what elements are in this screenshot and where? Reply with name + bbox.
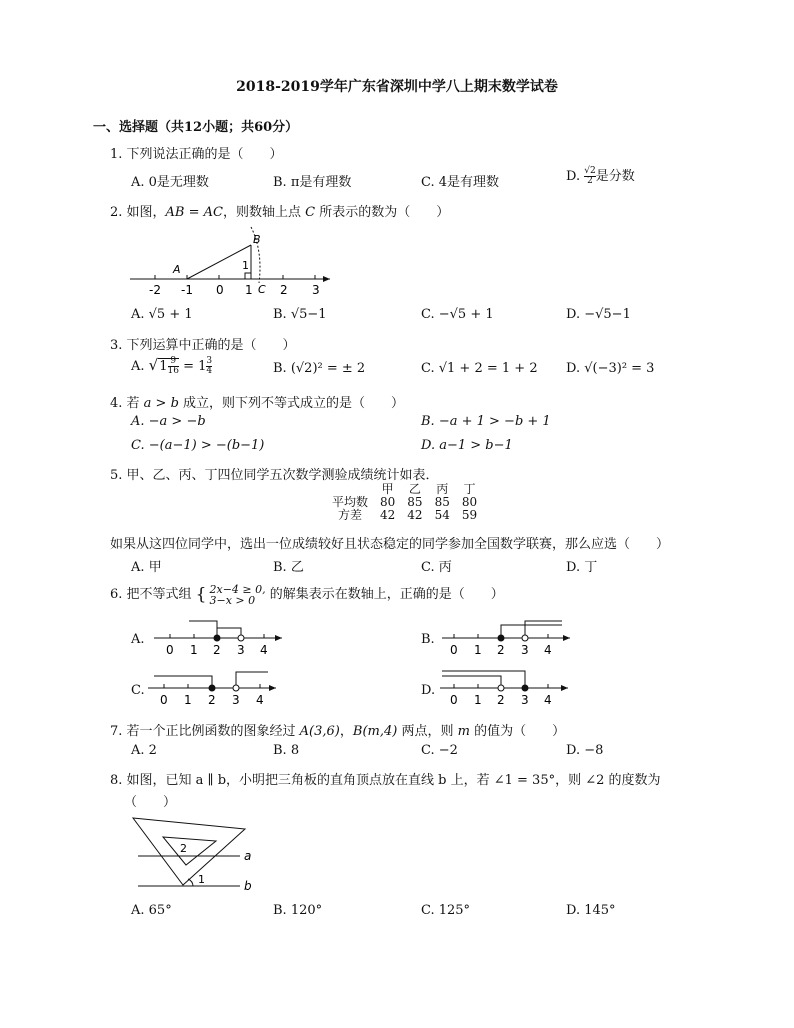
table-row	[326, 509, 483, 522]
q6-option-c-label: C.	[131, 683, 145, 698]
q6-ineq-1: 2x−4 ≥ 0,	[209, 582, 266, 596]
q2-stem-math: AB = AC	[165, 205, 223, 220]
q3-a-prefix: A.	[131, 359, 149, 374]
q1-option-d-prefix: D.	[566, 169, 585, 184]
q3-a-int: 1	[159, 359, 168, 374]
q3-a-radical: √	[148, 356, 159, 374]
q8-label-one: 1	[198, 873, 205, 886]
q6-tick-label: 1	[184, 693, 192, 707]
q6-tick-label: 2	[213, 643, 221, 657]
q2-label-one: 1	[242, 259, 249, 272]
q6-tick-label: 3	[521, 693, 529, 707]
q6-tick-label: 4	[544, 693, 552, 707]
q1-option-d-suffix: 是分数	[595, 169, 635, 184]
q6-tick-label: 3	[232, 693, 240, 707]
table-cell: 85	[407, 495, 423, 509]
q5-option-a: A. 甲	[131, 560, 162, 575]
q6-tick-label: 0	[450, 643, 458, 657]
q2-option-c: C. −√5 + 1	[421, 307, 494, 322]
table-header: 乙	[408, 482, 421, 496]
q8-label-b: b	[244, 879, 252, 893]
q6-ineq-2: 3−x > 0	[209, 593, 256, 607]
q1-option-b: B. π是有理数	[273, 175, 352, 190]
q6-tick-label: 0	[166, 643, 174, 657]
q7-stem-mid: 两点，则	[397, 724, 458, 739]
q4-option-a: A. −a > −b	[131, 414, 206, 429]
q6-system	[207, 584, 266, 606]
table-header: 丁	[463, 482, 476, 496]
q4-stem-pre: 4. 若	[110, 396, 144, 411]
q6-tick-label: 0	[160, 693, 168, 707]
q6-option-a-number-line	[152, 618, 287, 658]
section-heading: 一、选择题（共12小题；共60分）	[93, 120, 299, 135]
q2-label-a: A	[173, 263, 181, 276]
q6-option-b-number-line	[440, 618, 575, 658]
q8-outer-triangle	[133, 818, 245, 885]
q3-a-rden: 4	[206, 366, 213, 376]
q4-option-c: C. −(a−1) > −(b−1)	[131, 438, 265, 453]
q6-tick-label: 0	[450, 693, 458, 707]
q6-tick-label: 1	[474, 693, 482, 707]
q6-tick-label: 2	[208, 693, 216, 707]
q3-option-c: C. √1 + 2 = 1 + 2	[421, 361, 538, 376]
table-cell: 方差	[338, 508, 363, 522]
q2-label-b: B	[253, 233, 261, 246]
table-cell: 42	[407, 508, 423, 522]
q2-tick-label: 2	[280, 283, 288, 297]
question-2-stem	[110, 201, 449, 220]
q2-stem-mid: ，则数轴上点	[222, 205, 306, 220]
q3-a-num: 9	[170, 356, 177, 366]
question-5-follow: 如果从这四位同学中，选出一位成绩较好且状态稳定的同学参加全国数学联赛，那么应选（ ）	[110, 537, 670, 552]
q1-option-d-fraction	[584, 167, 595, 186]
q2-option-b: B. √5−1	[273, 307, 327, 322]
q3-option-d: D. √(−3)² = 3	[566, 361, 655, 376]
q7-option-b: B. 8	[273, 743, 300, 758]
q2-option-d: D. −√5−1	[566, 307, 631, 322]
q6-tick-label: 3	[237, 643, 245, 657]
q3-a-eq: = 1	[178, 359, 207, 374]
q3-a-frac	[168, 357, 179, 376]
q1-option-c: C. 4是有理数	[421, 175, 500, 190]
q5-option-c: C. 丙	[421, 560, 452, 575]
q6-tick-label: 4	[256, 693, 264, 707]
q6-tick-label: 2	[497, 643, 505, 657]
q3-a-radicand	[158, 358, 179, 374]
q3-a-rfrac	[206, 357, 212, 376]
q1-d-den: 2	[584, 176, 595, 186]
q2-label-c: C	[258, 283, 266, 296]
question-7-stem	[110, 720, 565, 739]
question-1-stem: 1. 下列说法正确的是（ ）	[110, 147, 283, 162]
q6-brace: {	[195, 584, 207, 605]
q6-option-d-label: D.	[421, 683, 436, 698]
q8-triangle-figure	[128, 815, 263, 895]
q6-tick-label: 1	[474, 643, 482, 657]
q2-tick-label: -2	[149, 283, 161, 297]
q7-var-m: m	[457, 724, 470, 739]
q8-label-a: a	[244, 849, 252, 863]
q7-option-c: C. −2	[421, 743, 458, 758]
q5-option-b: B. 乙	[273, 560, 304, 575]
question-5-stem: 5. 甲、乙、丙、丁四位同学五次数学测验成绩统计如表．	[110, 468, 439, 483]
q2-axis-arrow	[323, 276, 330, 282]
q1-option-d	[566, 165, 635, 186]
q6-option-b-label: B.	[421, 632, 435, 647]
q7-stem-pre: 7. 若一个正比例函数的图象经过	[110, 724, 300, 739]
q7-point-a: A(3,6)	[299, 724, 340, 739]
q7-point-b: B(m,4)	[352, 724, 398, 739]
q4-option-d: D. a−1 > b−1	[421, 438, 513, 453]
question-8-stem: 8. 如图，已知 a ∥ b，小明把三角板的直角顶点放在直线 b 上，若 ∠1 = 35°，则 ∠2 的度数为	[110, 773, 661, 788]
q6-option-c-number-line	[146, 668, 281, 708]
q7-option-d: D. −8	[566, 743, 604, 758]
q4-stem-post: 成立，则下列不等式成立的是（ ）	[178, 396, 405, 411]
question-3-stem: 3. 下列运算中正确的是（ ）	[110, 338, 296, 353]
q6-tick-label: 3	[521, 643, 529, 657]
q2-stem-pre: 2. 如图，	[110, 205, 166, 220]
q2-stem-c: C	[305, 205, 316, 220]
table-header: 丙	[436, 482, 449, 496]
question-6-stem	[110, 583, 504, 606]
question-8-stem-cont: （ ）	[124, 795, 177, 810]
q2-number-line-figure	[125, 225, 340, 300]
q7-option-a: A. 2	[131, 743, 157, 758]
q2-right-angle	[245, 273, 251, 279]
q2-option-a: A. √5 + 1	[131, 307, 193, 322]
q3-a-den: 16	[167, 366, 179, 376]
q4-stem-math: a > b	[143, 396, 179, 411]
exam-title: 2018-2019学年广东省深圳中学八上期末数学试卷	[236, 79, 558, 95]
table-cell: 80	[380, 495, 396, 509]
table-cell: 平均数	[332, 495, 369, 509]
q4-option-b: B. −a + 1 > −b + 1	[421, 414, 551, 429]
q3-option-b: B. (√2)² = ± 2	[273, 361, 366, 376]
q8-option-a: A. 65°	[131, 903, 172, 918]
q2-tick-label: 0	[216, 283, 224, 297]
q6-tick-label: 1	[190, 643, 198, 657]
q5-stat-table	[326, 483, 483, 522]
q5-option-d: D. 丁	[566, 560, 598, 575]
q6-stem-pre: 6. 把不等式组	[110, 587, 196, 602]
question-4-stem	[110, 392, 404, 411]
q6-stem-post: 的解集表示在数轴上，正确的是（ ）	[265, 587, 504, 602]
q6-tick-label: 4	[544, 643, 552, 657]
table-cell: 59	[461, 508, 478, 522]
q8-option-c: C. 125°	[421, 903, 471, 918]
q6-option-a-label: A.	[131, 632, 145, 647]
q6-tick-label: 2	[497, 693, 505, 707]
q2-stem-post: 所表示的数为（ ）	[315, 205, 450, 220]
q1-d-num: √2	[584, 166, 596, 176]
q3-option-a	[131, 356, 212, 376]
q2-tick-label: 3	[312, 283, 320, 297]
q8-inner-triangle	[163, 837, 216, 865]
table-cell: 85	[434, 495, 450, 509]
q8-option-b: B. 120°	[273, 903, 323, 918]
q8-option-d: D. 145°	[566, 903, 616, 918]
q2-tick-label: 1	[245, 283, 253, 297]
q7-sep: ，	[339, 724, 353, 739]
table-cell: 54	[434, 508, 450, 522]
q3-a-rnum: 3	[206, 356, 213, 366]
q1-option-a: A. 0是无理数	[131, 175, 209, 190]
q2-tick-label: -1	[181, 283, 193, 297]
table-cell: 42	[380, 508, 396, 522]
q7-stem-post: 的值为（ ）	[469, 724, 566, 739]
q6-tick-label: 4	[260, 643, 268, 657]
table-cell: 80	[461, 495, 478, 509]
q6-option-d-number-line	[438, 668, 573, 708]
table-header: 甲	[381, 482, 394, 496]
q8-label-two: 2	[180, 842, 187, 855]
